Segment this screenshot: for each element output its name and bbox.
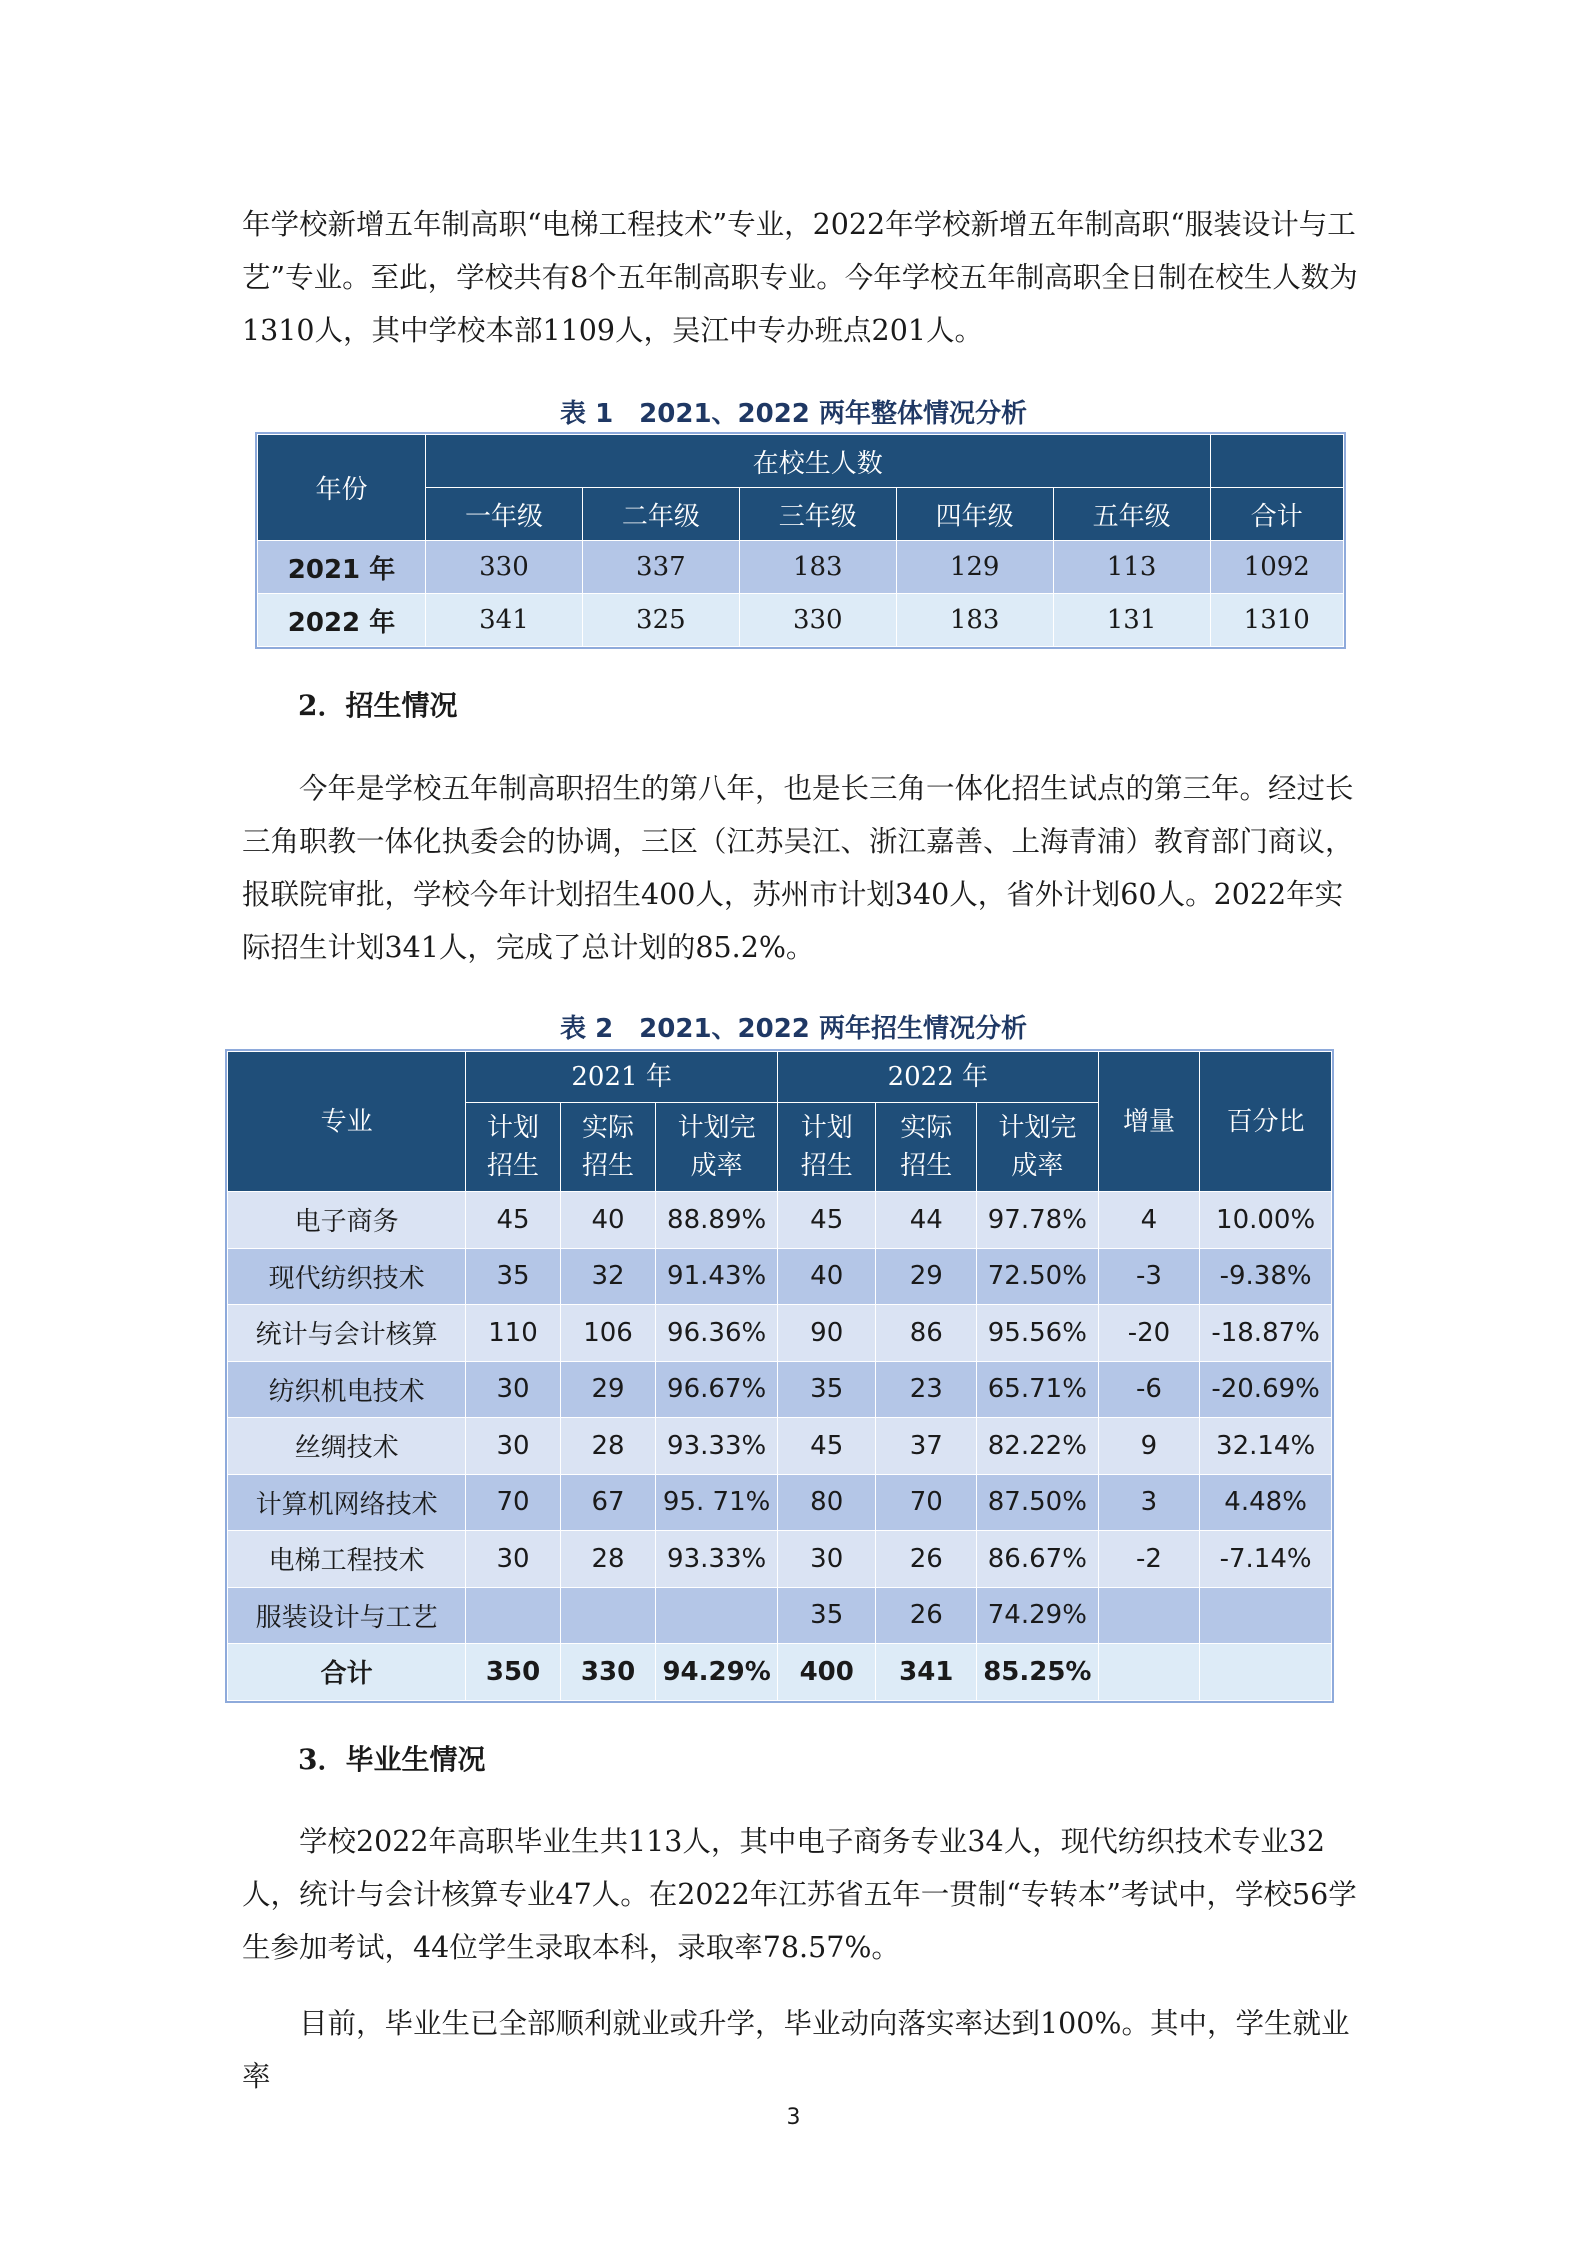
table-cell: 96.36%: [656, 1305, 778, 1362]
table2-major-cell: 现代纺织技术: [228, 1248, 466, 1305]
table-cell: 26: [876, 1531, 977, 1588]
table1-year-header: 年份: [258, 435, 426, 541]
table-row: [228, 1248, 1332, 1305]
table-cell: 67: [560, 1474, 656, 1531]
table-cell: 90: [777, 1305, 876, 1362]
table-row: [228, 1305, 1332, 1362]
paragraph-enrollment-intro: 年学校新增五年制高职“电梯工程技术”专业，2022年学校新增五年制高职“服装设计与工艺”专业。至此，学校共有8个五年制高职专业。今年学校五年制高职全日制在校生人数为1310人，其中学校本部1109人，吴江中专办班点201人。: [242, 208, 1358, 347]
table-cell: 87.50%: [977, 1474, 1099, 1531]
table2-increase-header: 增量: [1098, 1052, 1200, 1192]
table-cell: 93.33%: [656, 1418, 778, 1475]
table-cell: 86: [876, 1305, 977, 1362]
table-cell: -20: [1098, 1305, 1200, 1362]
table-cell: [560, 1587, 656, 1644]
table2-major-cell: 统计与会计核算: [228, 1305, 466, 1362]
table-cell: 110: [466, 1305, 561, 1362]
table2-sub-header: 计划 招生: [466, 1103, 561, 1192]
table1-group-header: 在校生人数: [426, 435, 1211, 488]
table-cell: 44: [876, 1192, 977, 1249]
table1-caption: 表 1 2021、2022 两年整体情况分析: [560, 399, 1027, 429]
table-cell: 30: [466, 1531, 561, 1588]
table-cell: 4: [1098, 1192, 1200, 1249]
table2-major-cell: 丝绸技术: [228, 1418, 466, 1475]
table-row: [228, 1531, 1332, 1588]
table-cell: [1098, 1587, 1200, 1644]
table-cell: -7.14%: [1200, 1531, 1332, 1588]
table-cell: 106: [560, 1305, 656, 1362]
table-cell: 35: [466, 1248, 561, 1305]
table-cell: 131: [1053, 594, 1210, 647]
table-cell: 28: [560, 1531, 656, 1588]
table-cell: [466, 1587, 561, 1644]
table-cell: 97.78%: [977, 1192, 1099, 1249]
table-cell: 35: [777, 1587, 876, 1644]
table2-year-2022-header: 2022 年: [777, 1052, 1098, 1103]
table2-caption: 表 2 2021、2022 两年招生情况分析: [560, 1014, 1027, 1044]
table-row: [228, 1361, 1332, 1418]
table-cell: 1310: [1210, 594, 1343, 647]
table-overall-students: [257, 434, 1344, 647]
table-cell: 129: [896, 541, 1053, 594]
table-cell: 113: [1053, 541, 1210, 594]
table2-major-cell: 合计: [228, 1644, 466, 1701]
table2-sub-header: 实际 招生: [876, 1103, 977, 1192]
table-cell: 40: [777, 1248, 876, 1305]
table-cell: 40: [560, 1192, 656, 1249]
table-cell: 80: [777, 1474, 876, 1531]
table-cell: 95.56%: [977, 1305, 1099, 1362]
table-row: [258, 594, 1344, 647]
table2-sub-header: 实际 招生: [560, 1103, 656, 1192]
table-cell: [1200, 1587, 1332, 1644]
table-cell: 183: [739, 541, 896, 594]
table-cell: -9.38%: [1200, 1248, 1332, 1305]
table-cell: [1098, 1644, 1200, 1701]
table2-major-cell: 电子商务: [228, 1192, 466, 1249]
table-row: [228, 1587, 1332, 1644]
table-cell: 86.67%: [977, 1531, 1099, 1588]
table2-major-header: 专业: [228, 1052, 466, 1192]
table-cell: 337: [582, 541, 739, 594]
table-cell: -2: [1098, 1531, 1200, 1588]
table-cell: 183: [896, 594, 1053, 647]
table-cell: 30: [466, 1361, 561, 1418]
table2-sub-header: 计划完 成率: [656, 1103, 778, 1192]
table2-percent-header: 百分比: [1200, 1052, 1332, 1192]
table-enrollment-analysis: [227, 1051, 1332, 1701]
table1-blank-header: [1210, 435, 1343, 488]
table2-major-cell: 服装设计与工艺: [228, 1587, 466, 1644]
table-cell: 1092: [1210, 541, 1343, 594]
table-cell: 26: [876, 1587, 977, 1644]
table-row: [258, 541, 1344, 594]
table-cell: 74.29%: [977, 1587, 1099, 1644]
table1-col-header: 四年级: [896, 488, 1053, 541]
table1-col-header: 三年级: [739, 488, 896, 541]
table-cell: 9: [1098, 1418, 1200, 1475]
table-cell: 35: [777, 1361, 876, 1418]
table-row: [228, 1418, 1332, 1475]
table-cell: 45: [466, 1192, 561, 1249]
table2-sub-header: 计划完 成率: [977, 1103, 1099, 1192]
table-cell: 93.33%: [656, 1531, 778, 1588]
table-cell: -3: [1098, 1248, 1200, 1305]
table-cell: 28: [560, 1418, 656, 1475]
table-cell: [656, 1587, 778, 1644]
table-cell: 341: [876, 1644, 977, 1701]
table1-year-cell: 2021 年: [258, 541, 426, 594]
table-cell: [1200, 1644, 1332, 1701]
table-cell: 23: [876, 1361, 977, 1418]
table1-col-header: 二年级: [582, 488, 739, 541]
section-heading-enrollment: 2．招生情况: [298, 689, 458, 722]
paragraph-graduates: 学校2022年高职毕业生共113人，其中电子商务专业34人，现代纺织技术专业32人，统计与会计核算专业47人。在2022年江苏省五年一贯制“专转本”考试中，学校56学生参加考试，44位学生录取本科，录取率78.57%。: [242, 1825, 1357, 1964]
table-cell: 65.71%: [977, 1361, 1099, 1418]
table-cell: 95. 71%: [656, 1474, 778, 1531]
table-cell: 341: [426, 594, 583, 647]
table-cell: 32: [560, 1248, 656, 1305]
table2-year-2021-header: 2021 年: [466, 1052, 778, 1103]
table2-major-cell: 纺织机电技术: [228, 1361, 466, 1418]
table-cell: 400: [777, 1644, 876, 1701]
table2-body: [228, 1192, 1332, 1701]
page-number: 3: [786, 2105, 801, 2130]
table2-major-cell: 计算机网络技术: [228, 1474, 466, 1531]
table1-col-header: 一年级: [426, 488, 583, 541]
table-cell: 70: [466, 1474, 561, 1531]
paragraph-employment: 目前，毕业生已全部顺利就业或升学，毕业动向落实率达到100%。其中，学生就业率: [242, 2007, 1350, 2093]
table-cell: -18.87%: [1200, 1305, 1332, 1362]
table-cell: 4.48%: [1200, 1474, 1332, 1531]
table-cell: 32.14%: [1200, 1418, 1332, 1475]
table-cell: 45: [777, 1192, 876, 1249]
table-cell: 30: [466, 1418, 561, 1475]
table-row-total: [228, 1644, 1332, 1701]
table-cell: 70: [876, 1474, 977, 1531]
table-cell: 72.50%: [977, 1248, 1099, 1305]
table-cell: 91.43%: [656, 1248, 778, 1305]
table-cell: 325: [582, 594, 739, 647]
table-cell: 29: [560, 1361, 656, 1418]
table1-col-header: 合计: [1210, 488, 1343, 541]
paragraph-enrollment-detail: 今年是学校五年制高职招生的第八年，也是长三角一体化招生试点的第三年。经过长三角职教一体化执委会的协调，三区（江苏吴江、浙江嘉善、上海青浦）教育部门商议，报联院审批，学校今年计划招生400人，苏州市计划340人，省外计划60人。2022年实际招生计划341人，完成了总计划的85.2%。: [242, 772, 1354, 964]
table-cell: 29: [876, 1248, 977, 1305]
table-cell: 82.22%: [977, 1418, 1099, 1475]
table1-year-cell: 2022 年: [258, 594, 426, 647]
table-row: [228, 1474, 1332, 1531]
table-row: [228, 1192, 1332, 1249]
table2-sub-header: 计划 招生: [777, 1103, 876, 1192]
table-cell: -20.69%: [1200, 1361, 1332, 1418]
table-cell: 37: [876, 1418, 977, 1475]
table-cell: 94.29%: [656, 1644, 778, 1701]
table-cell: 96.67%: [656, 1361, 778, 1418]
table1-col-header: 五年级: [1053, 488, 1210, 541]
table-cell: 3: [1098, 1474, 1200, 1531]
table-cell: -6: [1098, 1361, 1200, 1418]
section-heading-graduates: 3．毕业生情况: [298, 1743, 486, 1776]
table-cell: 88.89%: [656, 1192, 778, 1249]
table2-major-cell: 电梯工程技术: [228, 1531, 466, 1588]
table-cell: 85.25%: [977, 1644, 1099, 1701]
table-cell: 30: [777, 1531, 876, 1588]
table-cell: 350: [466, 1644, 561, 1701]
table-cell: 330: [739, 594, 896, 647]
table-cell: 330: [560, 1644, 656, 1701]
table-cell: 45: [777, 1418, 876, 1475]
table-cell: 330: [426, 541, 583, 594]
table-cell: 10.00%: [1200, 1192, 1332, 1249]
